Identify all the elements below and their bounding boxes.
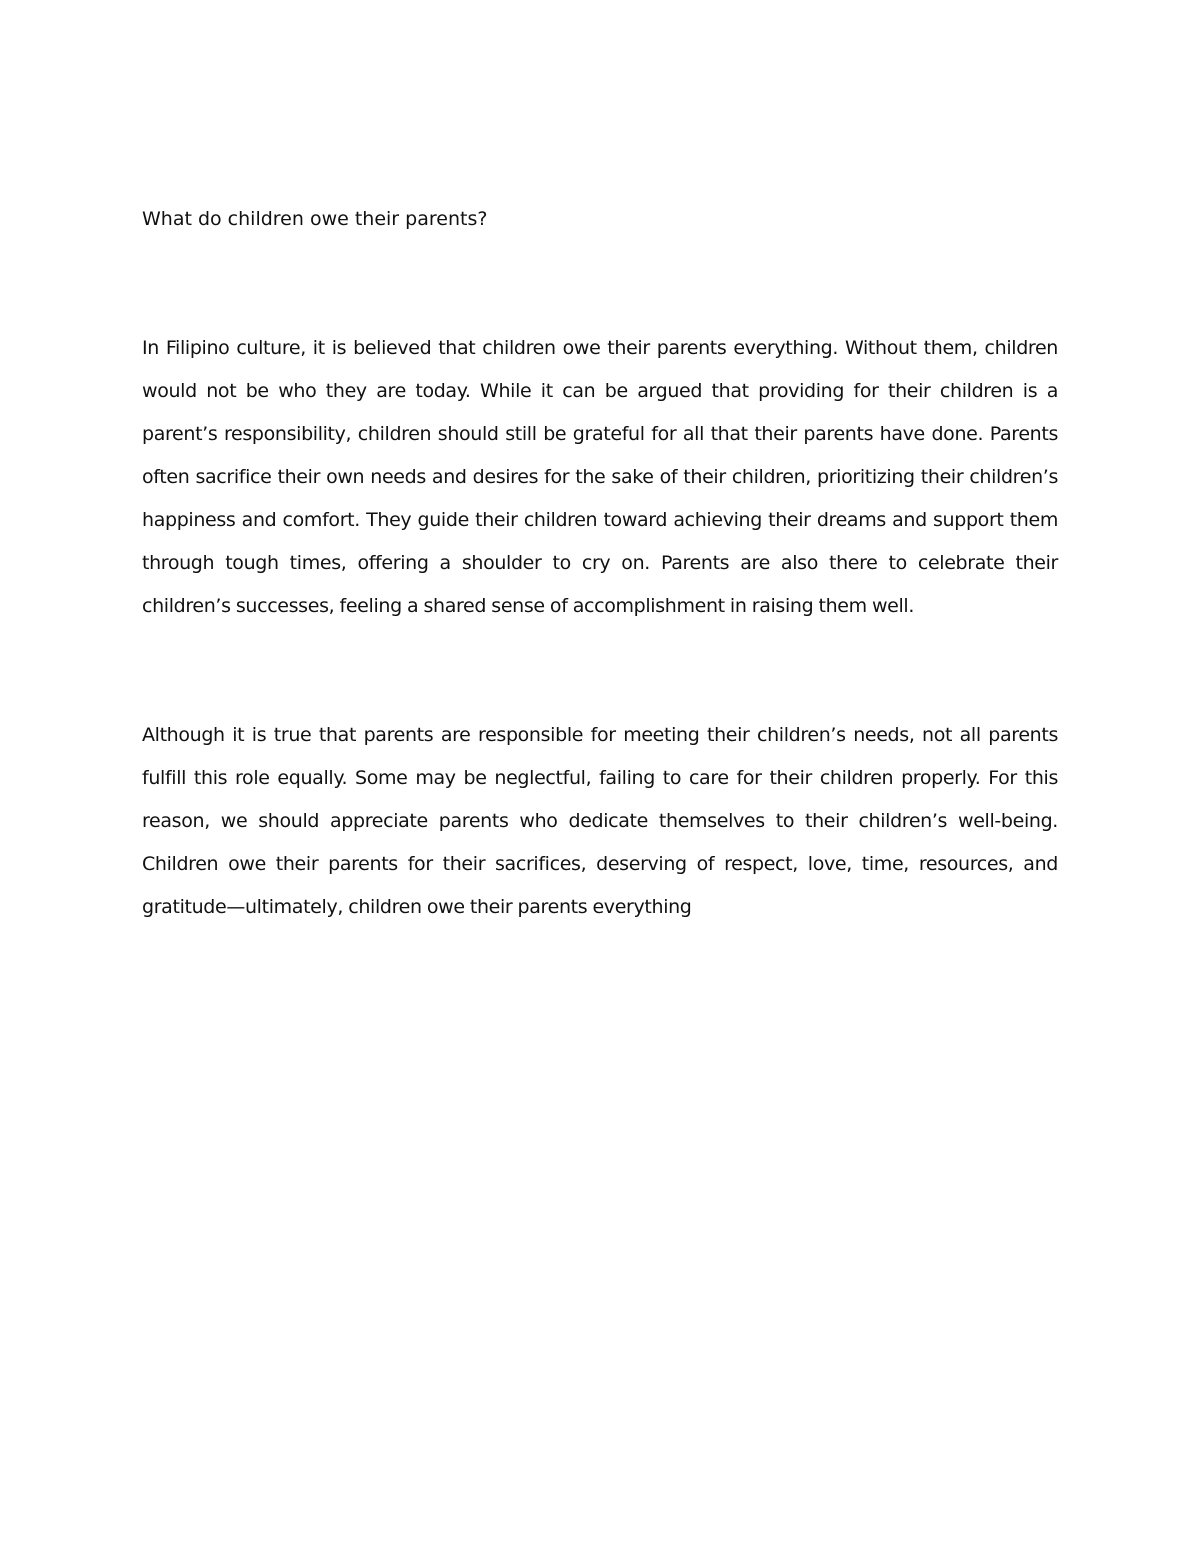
paragraph-2: Although it is true that parents are responsible for meeting their children’s needs, not all parents fulfill this role equally. Some may be neglectful, failing to care for their children properly. For this reason, we should appreciate parents who dedicate themselves to their children’s well-being. Children owe their parents for their sacrifices, deserving of respect, love, time, resources, and gratitude—ultimately, children owe their parents everything <box>142 724 1058 918</box>
document-body <box>142 198 1058 929</box>
essay-question: What do children owe their parents? <box>142 208 488 230</box>
paragraph-1: In Filipino culture, it is believed that children owe their parents everything. Without them, children would not be who they are today. While it can be argued that providing for their children is a parent’s responsibility, children should still be grateful for all that their parents have done. Parents often sacrifice their own needs and desires for the sake of their children, prioritizing their children’s happiness and comfort. They guide their children toward achieving their dreams and support them through tough times, offering a shoulder to cry on. Parents are also there to celebrate their children’s successes, feeling a shared sense of accomplishment in raising them well. <box>142 337 1058 617</box>
